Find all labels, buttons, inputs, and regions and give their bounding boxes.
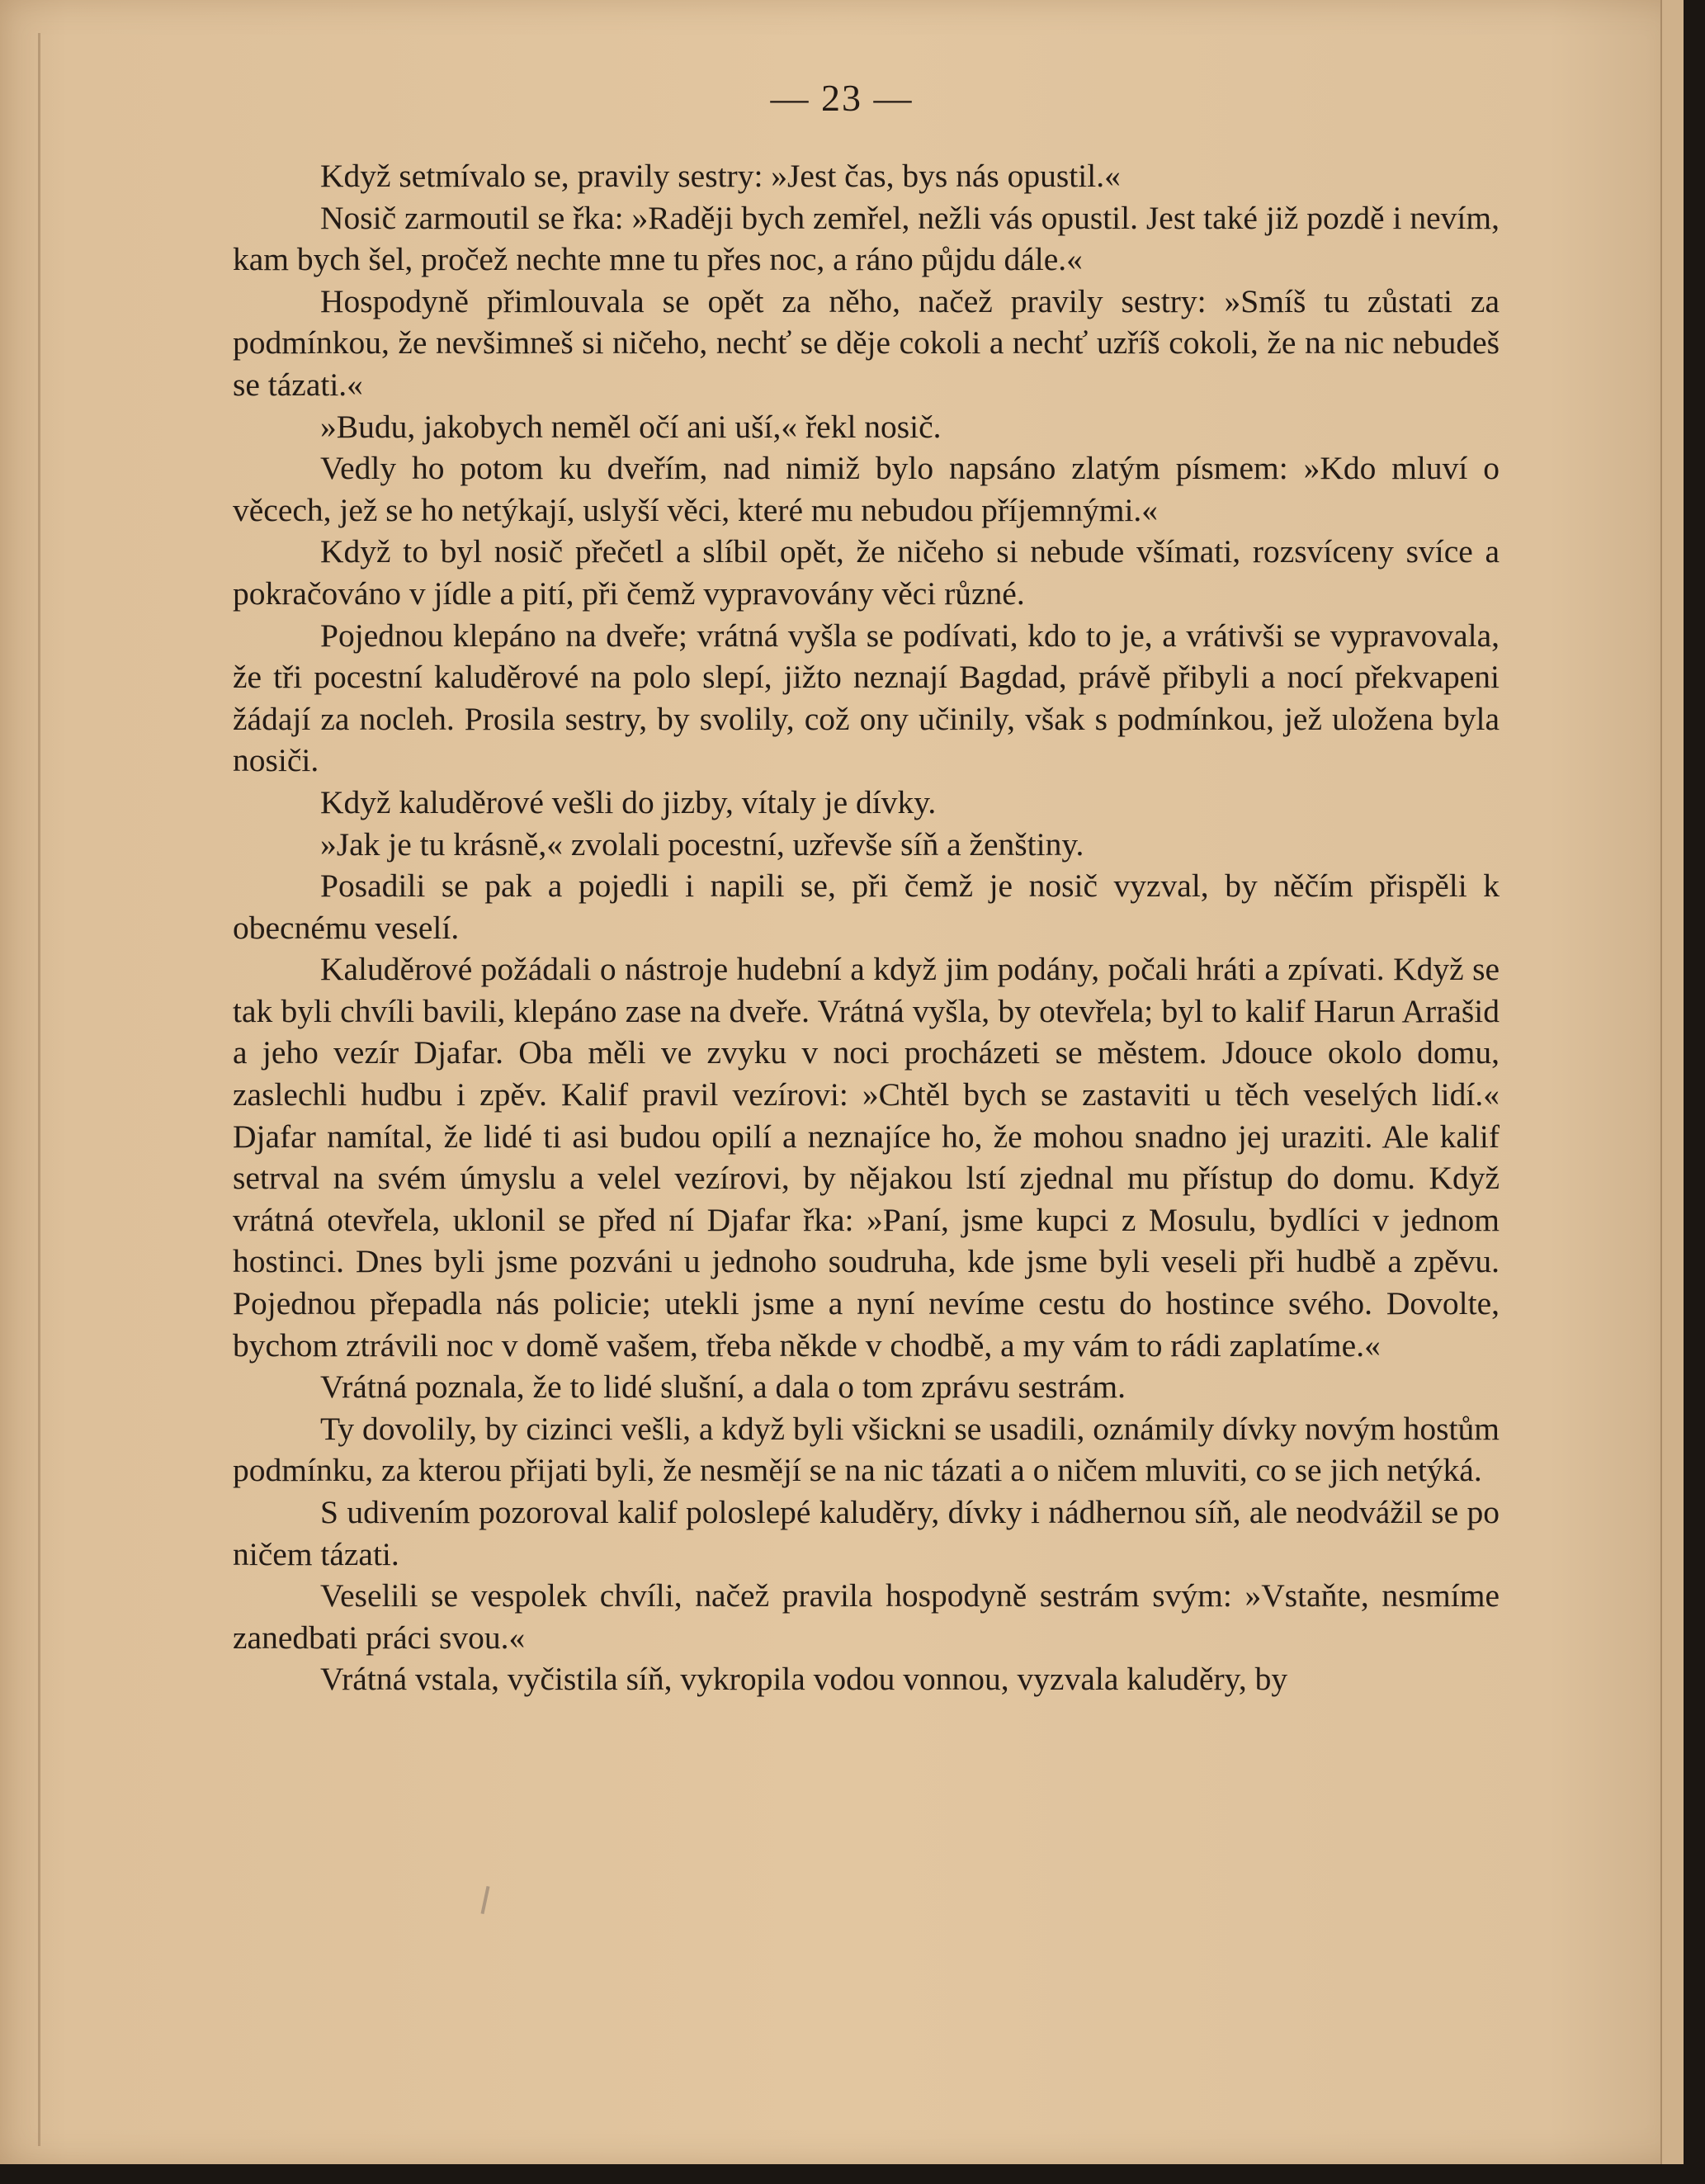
paragraph: Vrátná poznala, že to lidé slušní, a dala o tom zprávu sestrám. <box>320 1369 1126 1406</box>
paragraph: »Budu, jakobych neměl očí ani uší,« řekl nosič. <box>320 408 942 445</box>
paragraph: Když setmívalo se, pravily sestry: »Jest čas, bys nás opustil.« <box>320 158 1121 194</box>
body-text <box>233 155 1500 1700</box>
paragraph: Ty dovolily, by cizinci vešli, a když byli všickni se usadili, oznámily dívky novým hostům podmínku, za kterou přijati byli, že nesmějí se na nic tázati a o ničem mluviti, co se jich netýká. <box>233 1410 1500 1489</box>
paragraph: S udivením pozoroval kalif poloslepé kaluděry, dívky i nádhernou síň, ale neodvážil se po ničem tázati. <box>233 1494 1500 1572</box>
paragraph: Posadili se pak a pojedli i napili se, při čemž je nosič vyzval, by něčím přispěli k obecnému veselí. <box>233 867 1500 946</box>
page-number: — 23 — <box>770 77 914 119</box>
paragraph: Vedly ho potom ku dveřím, nad nimiž bylo napsáno zlatým písmem: »Kdo mluví o věcech, jež se ho netýkají, uslyší věci, které mu nebudou příjemnými.« <box>233 450 1500 528</box>
paragraph: Vrátná vstala, vyčistila síň, vykropila vodou vonnou, vyzvala kaluděry, by <box>320 1661 1288 1698</box>
paragraph: Nosič zarmoutil se řka: »Raději bych zemřel, nežli vás opustil. Jest také již pozdě i nevím, kam bych šel, pročež nechte mne tu přes noc, a ráno půjdu dále.« <box>233 199 1500 278</box>
paragraph: »Jak je tu krásně,« zvolali pocestní, uzřevše síň a ženštiny. <box>320 825 1084 863</box>
pencil-mark <box>481 1886 490 1914</box>
paragraph: Veselili se vespolek chvíli, načež pravila hospodyně sestrám svým: »Vstaňte, nesmíme zanedbati práci svou.« <box>233 1577 1500 1656</box>
page-edge <box>1660 0 1684 2164</box>
paragraph: Když kaluděrové vešli do jizby, vítaly je dívky. <box>320 783 937 820</box>
page-fold-line <box>38 33 40 2146</box>
paragraph: Kaluděrové požádali o nástroje hudební a když jim podány, počali hráti a zpívati. Když se tak byli chvíli bavili, klepáno zase na dveře. Vrátná vyšla, by otevřela; byl to kalif Harun Arrašid a jeho vezír Djafar. Oba měli ve zvyku v noci procházeti se městem. Jdouce okolo domu, zaslechli hudbu i zpěv. Kalif pravil vezírovi: »Chtěl bych se zastaviti u těch veselých lidí.« Djafar namítal, že lidé ti asi budou opilí a neznajíce ho, že mohou snadno jej uraziti. Ale kalif setrval na svém úmyslu a velel vezírovi, by nějakou lstí zjednal mu přístup do domu. Když vrátná otevřela, uklonil se před ní Djafar řka: »Paní, jsme kupci z Mosulu, bydlíci v jednom hostinci. Dnes byli jsme pozváni u jednoho soudruha, kde jsme byli veseli při hudbě a zpěvu. Pojednou přepadla nás policie; utekli jsme a nyní nevíme cestu do hostince svého. Dovolte, bychom ztrávili noc v domě vašem, třeba někde v chodbě, a my vám to rádi zaplatíme.« <box>233 951 1500 1364</box>
paragraph: Pojednou klepáno na dveře; vrátná vyšla se podívati, kdo to je, a vrátivši se vypravovala, že tři pocestní kaluděrové na polo slepí, jižto neznají Bagdad, právě přibyli a nocí překvapeni žádají za nocleh. Prosila sestry, by svolily, což ony učinily, však s podmínkou, jež uložena byla nosiči. <box>233 617 1500 779</box>
paragraph: Hospodyně přimlouvala se opět za něho, načež pravily sestry: »Smíš tu zůstati za podmínkou, že nevšimneš si ničeho, nechť se děje cokoli a nechť uzříš cokoli, že na nic nebudeš se tázati.« <box>233 282 1500 403</box>
paragraph: Když to byl nosič přečetl a slíbil opět, že ničeho si nebude všímati, rozsvíceny svíce a pokračováno v jídle a pití, při čemž vypravovány věci různé. <box>233 533 1500 612</box>
